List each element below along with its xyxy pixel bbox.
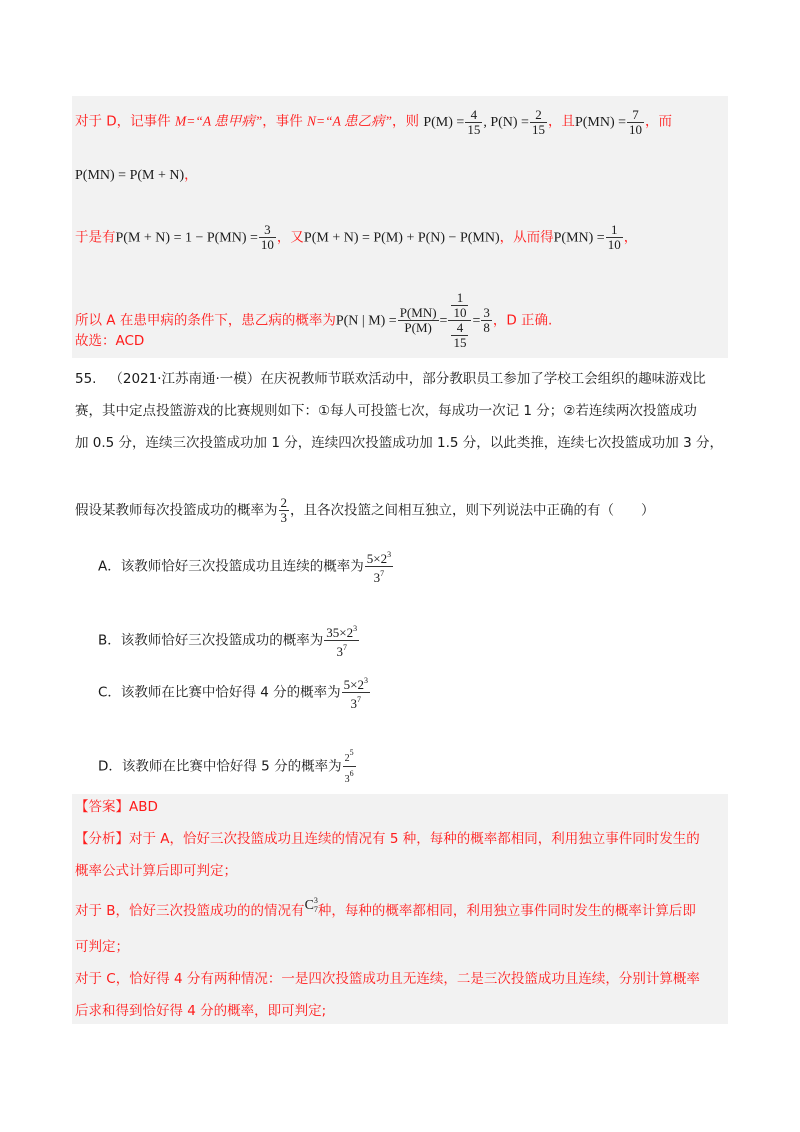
text: ，且 xyxy=(547,113,575,130)
question-line2 xyxy=(75,402,697,420)
text: ，则 xyxy=(392,113,420,130)
analysis-line4 xyxy=(75,938,129,956)
option-label: B．该教师恰好三次投篮成功的概率为 xyxy=(98,632,324,649)
question-number: 55. xyxy=(75,371,97,387)
text: ，而 xyxy=(645,113,673,130)
solution-d-line1 xyxy=(75,108,672,137)
numerator xyxy=(448,291,471,321)
text: 假设某教师每次投篮成功的概率为 xyxy=(75,502,278,519)
event-m: M=“A 患甲病” xyxy=(174,113,263,129)
solution-d-line2 xyxy=(75,166,198,185)
text: 概率公式计算后即可判定； xyxy=(75,863,237,879)
fraction xyxy=(606,223,623,252)
base: 5×2 xyxy=(366,551,388,566)
text: 加 0.5 分，连续三次投篮成功加 1 分，连续四次投篮成功加 1.5 分，以此类推，连续七次投篮成功加 3 分， xyxy=(75,435,723,451)
analysis-line6 xyxy=(75,1002,326,1020)
fraction xyxy=(398,306,439,335)
comb-subscript: 7 xyxy=(313,905,318,914)
option-label: C．该教师在比赛中恰好得 4 分的概率为 xyxy=(98,684,341,701)
text: 于是有 xyxy=(75,229,116,246)
denominator: 8 xyxy=(483,320,490,335)
solution-d-line3 xyxy=(75,223,637,252)
combination xyxy=(305,892,318,919)
text: ， xyxy=(184,167,198,183)
numerator: 3 xyxy=(483,305,490,320)
text: 对于 B，恰好三次投篮成功的的情况有 xyxy=(75,903,305,919)
option-b[interactable] xyxy=(98,622,360,659)
text: ，D 正确. xyxy=(492,312,553,329)
denominator: 10 xyxy=(453,305,467,320)
numerator: P(MN) xyxy=(399,305,437,320)
equals: = xyxy=(472,313,481,329)
exponent: 7 xyxy=(357,695,362,704)
numerator xyxy=(343,746,356,767)
formula: P(N | M) = xyxy=(335,313,397,329)
text: 对于 D，记事件 xyxy=(75,113,175,130)
formula-text: P(MN) = xyxy=(574,114,627,130)
formula: P(MN) = P(M + N) xyxy=(75,168,185,183)
solution-d-line4 xyxy=(75,291,552,350)
base: 35×2 xyxy=(326,625,354,640)
text: ，且各次投篮之间相互独立，则下列说法中正确的有（ ） xyxy=(290,502,655,519)
numerator: 3 xyxy=(259,223,276,238)
fraction xyxy=(451,321,468,350)
fraction xyxy=(530,108,547,137)
text: ，从而得 xyxy=(499,229,554,246)
formula-pm xyxy=(423,107,548,137)
question-line4 xyxy=(75,496,655,525)
numerator: 4 xyxy=(465,108,482,123)
text: 可判定； xyxy=(75,939,129,955)
formula: P(M + N) = P(M) + P(N) − P(MN) xyxy=(303,230,500,246)
comb-superscript: 3 xyxy=(313,896,318,905)
text: 种，每种的概率都相同，利用独立事件同时发生的概率计算后即 xyxy=(317,903,696,919)
numerator: 4 xyxy=(451,321,468,336)
base: 3 xyxy=(336,644,343,659)
exponent: 3 xyxy=(353,624,358,633)
choice-line xyxy=(75,332,144,350)
fraction xyxy=(627,108,644,137)
event-n: N=“A 患乙病” xyxy=(307,113,393,129)
numerator xyxy=(365,548,393,567)
base: 5×2 xyxy=(343,677,364,692)
denominator xyxy=(342,693,370,711)
formula: P(MN) = xyxy=(553,230,605,246)
denominator xyxy=(343,767,356,787)
analysis-tag: 【分析】 xyxy=(75,831,129,847)
text: 所以 A 在患甲病的条件下，患乙病的概率为 xyxy=(75,312,336,329)
denominator: 15 xyxy=(467,122,481,137)
denominator: 15 xyxy=(453,335,467,350)
text: 赛，其中定点投篮游戏的比赛规则如下：①每人可投篮七次，每成功一次记 1 分；②若连续两次投篮成功 xyxy=(75,403,697,419)
fraction xyxy=(365,548,393,585)
numerator: 7 xyxy=(627,108,644,123)
comb-letter: C xyxy=(304,898,314,913)
exponent: 7 xyxy=(342,643,347,652)
answer-line xyxy=(75,798,158,816)
fraction xyxy=(451,291,468,320)
formula-text: , P(N) = xyxy=(483,114,529,130)
option-label: A．该教师恰好三次投篮成功且连续的概率为 xyxy=(98,558,364,575)
analysis-line5 xyxy=(75,970,700,988)
text: ， xyxy=(623,229,638,246)
option-label: D．该教师在比赛中恰好得 5 分的概率为 xyxy=(98,758,342,775)
formula: P(M + N) = 1 − P(MN) = xyxy=(115,230,258,246)
text: 故选：ACD xyxy=(75,333,145,349)
exponent: 5 xyxy=(349,748,354,757)
denominator: 10 xyxy=(629,122,643,137)
numerator: 1 xyxy=(451,291,468,306)
fraction xyxy=(324,622,359,659)
denominator xyxy=(324,641,359,659)
exponent: 6 xyxy=(349,769,354,778)
denominator: 3 xyxy=(280,510,287,525)
base: 3 xyxy=(350,696,358,711)
text: ，又 xyxy=(276,229,304,246)
fraction xyxy=(342,674,370,711)
equals: = xyxy=(439,313,448,329)
numerator: 2 xyxy=(530,108,547,123)
analysis-line2 xyxy=(75,862,237,880)
base: 3 xyxy=(373,570,381,585)
exponent: 3 xyxy=(363,676,368,685)
text: 对于 A，恰好三次投篮成功且连续的情况有 5 种，每种的概率都相同，利用独立事件同时发生的 xyxy=(129,831,700,847)
question-line3 xyxy=(75,434,723,452)
formula-pmn-bar xyxy=(574,107,645,137)
fraction xyxy=(343,746,356,787)
option-c[interactable] xyxy=(98,674,371,711)
base: 2 xyxy=(344,753,350,764)
denominator: 10 xyxy=(607,237,621,252)
denominator: P(M) xyxy=(404,320,432,335)
numerator xyxy=(324,622,359,641)
base: 3 xyxy=(344,774,350,785)
fraction xyxy=(481,306,492,335)
fraction xyxy=(465,108,482,137)
formula-text: P(M) = xyxy=(423,114,465,130)
denominator xyxy=(365,567,393,585)
numerator xyxy=(342,674,370,693)
option-d[interactable] xyxy=(98,746,357,787)
text: ，事件 xyxy=(262,113,308,130)
text: 后求和得到恰好得 4 分的概率，即可判定; xyxy=(75,1003,327,1019)
analysis-line1 xyxy=(75,830,700,848)
text: 在庆祝教师节联欢活动中，部分教职员工参加了学校工会组织的趣味游戏比 xyxy=(260,371,706,387)
question-source: （2021·江苏南通·一模） xyxy=(109,371,261,387)
text: 对于 C，恰好得 4 分有两种情况：一是四次投篮成功且无连续，二是三次投篮成功且连续，分别计算概率 xyxy=(75,971,700,987)
denominator: 10 xyxy=(260,237,274,252)
exponent: 7 xyxy=(380,569,385,578)
compound-fraction xyxy=(448,291,471,350)
exponent: 3 xyxy=(387,550,392,559)
fraction xyxy=(279,496,290,525)
fraction xyxy=(259,223,276,252)
denominator xyxy=(448,321,471,350)
numerator: 2 xyxy=(280,495,287,510)
question-line1 xyxy=(75,370,706,388)
denominator: 15 xyxy=(531,122,545,137)
option-a[interactable] xyxy=(98,548,394,585)
answer-text: 【答案】ABD xyxy=(75,799,158,815)
analysis-line3 xyxy=(75,898,696,925)
numerator: 1 xyxy=(606,223,623,238)
